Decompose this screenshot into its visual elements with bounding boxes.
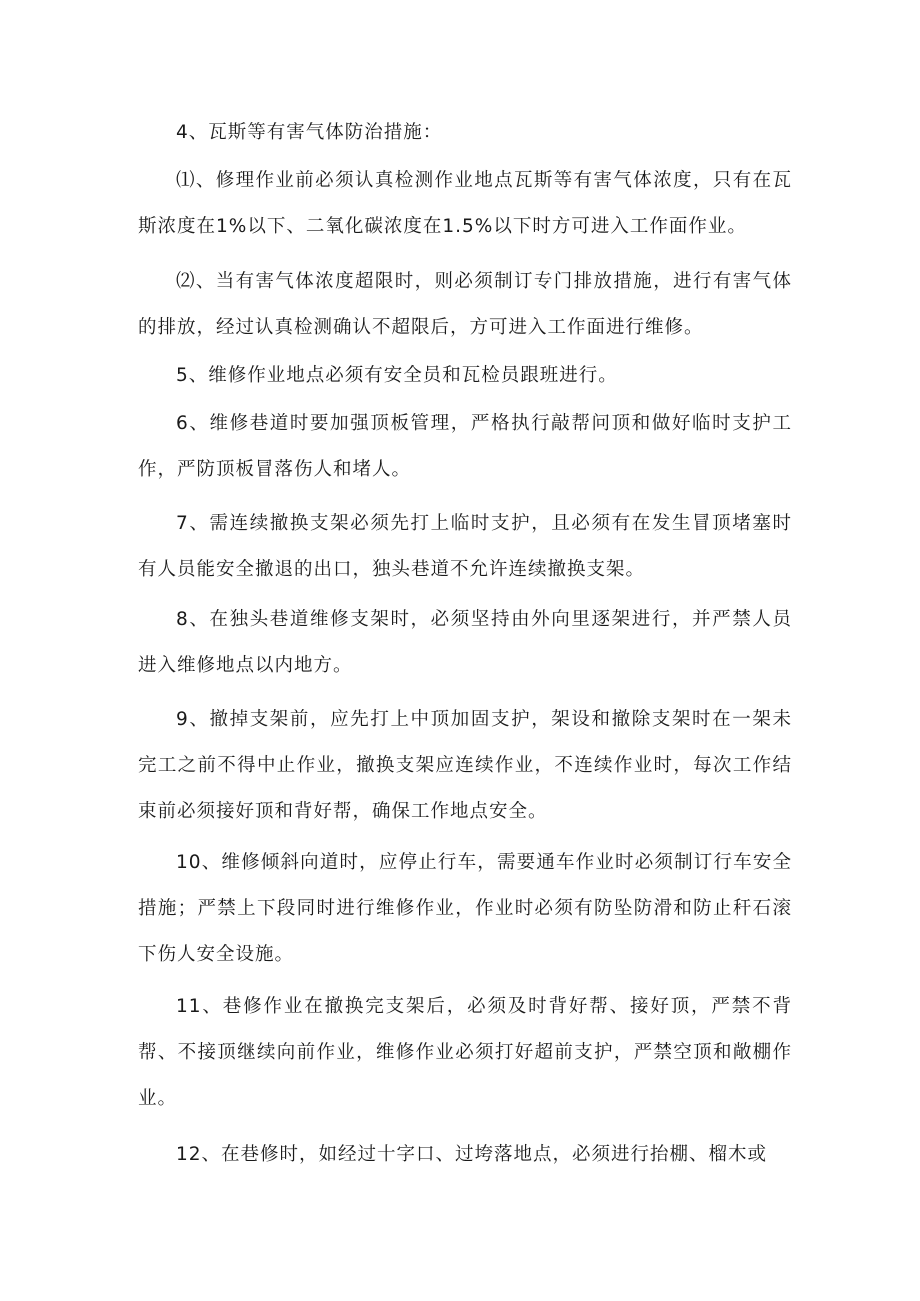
paragraph-item-10: 10、维修倾斜向道时，应停止行车，需要通车作业时必须制订行车安全措施；严禁上下段同时进行维修作业，作业时必须有防坠防滑和防止秆石滚下伤人安全设施。 [138, 852, 792, 965]
paragraph-item-9: 9、撤掉支架前，应先打上中顶加固支护，架设和撤除支架时在一架未完工之前不得中止作业，撤换支架应连续作业，不连续作业时，每次工作结束前必须接好顶和背好帮，确保工作地点安全。 [138, 709, 792, 822]
paragraph-gas-prevention-heading: 4、瓦斯等有害气体防治措施： [176, 122, 443, 143]
paragraph-item-5: 5、维修作业地点必须有安全员和瓦检员跟班进行。 [176, 365, 618, 386]
paragraph-item-7: 7、需连续撤换支架必须先打上临时支护，且必须有在发生冒顶堵塞时有人员能安全撤退的出口，独头巷道不允许连续撤换支架。 [138, 513, 792, 580]
paragraph-item-11: 11、巷修作业在撤换完支架后，必须及时背好帮、接好顶，严禁不背帮、不接顶继续向前作业，维修作业必须打好超前支护，严禁空顶和敞棚作业。 [138, 996, 792, 1109]
paragraph-gas-detection: ⑴、修理作业前必须认真检测作业地点瓦斯等有害气体浓度，只有在瓦斯浓度在1%以下、二氧化碳浓度在1.5%以下时方可进入工作面作业。 [138, 170, 792, 237]
paragraph-gas-discharge: ⑵、当有害气体浓度超限时，则必须制订专门排放措施，进行有害气体的排放，经过认真检测确认不超限后，方可进入工作面进行维修。 [138, 271, 792, 338]
paragraph-item-6: 6、维修巷道时要加强顶板管理，严格执行敲帮问顶和做好临时支护工作，严防顶板冒落伤人和堵人。 [138, 413, 792, 480]
paragraph-item-12: 12、在巷修时，如经过十字口、过垮落地点，必须进行抬棚、榴木或 [176, 1144, 768, 1165]
paragraph-item-8: 8、在独头巷道维修支架时，必须坚持由外向里逐架进行，并严禁人员进入维修地点以内地方。 [138, 609, 792, 676]
